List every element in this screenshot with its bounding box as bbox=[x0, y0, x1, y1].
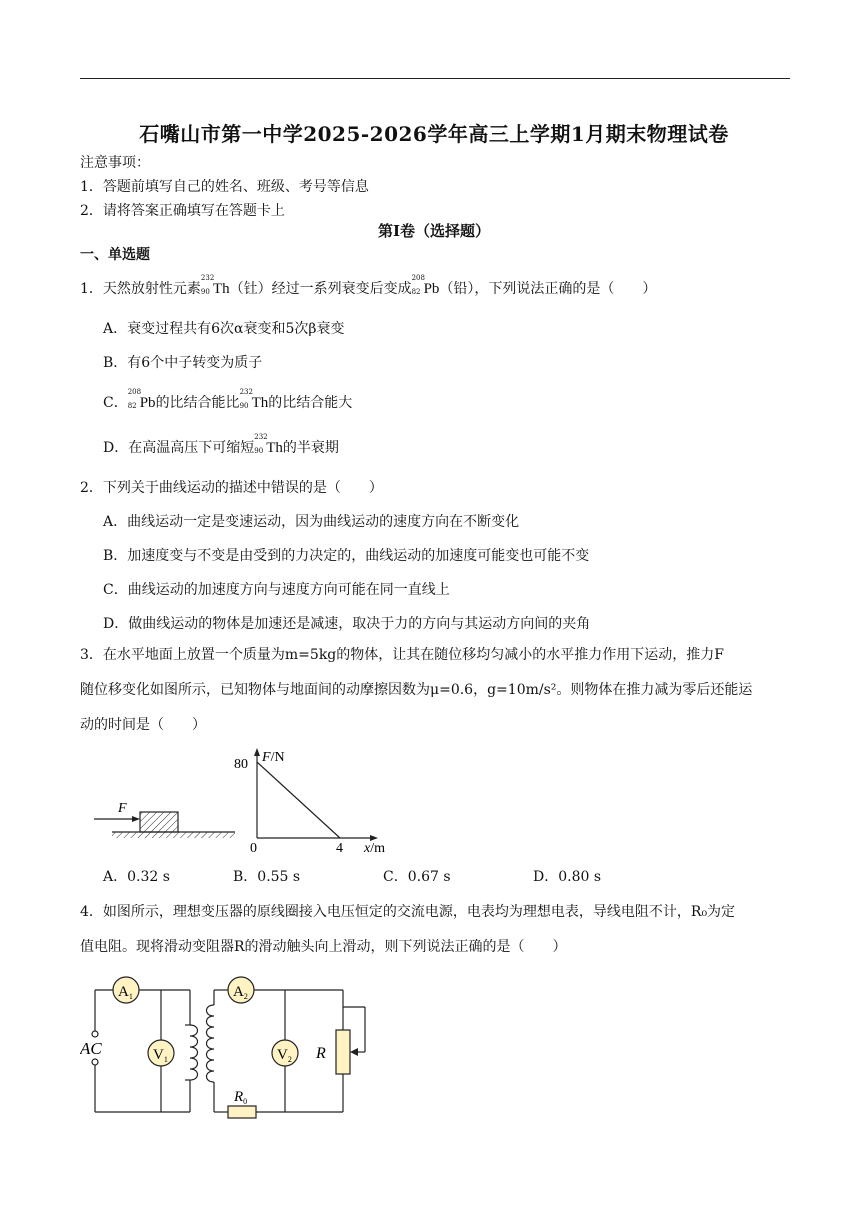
q2-option-d: D．做曲线运动的物体是加速还是减速，取决于力的方向与其运动方向间的夹角 bbox=[103, 616, 591, 632]
ac-terminal-top bbox=[92, 1031, 98, 1037]
isotope-th: 232 90 Th bbox=[200, 274, 230, 297]
q4-circuit bbox=[80, 970, 380, 1130]
q2-stem: 2．下列关于曲线运动的描述中错误的是（ ） bbox=[80, 480, 383, 496]
graph-origin: 0 bbox=[250, 841, 257, 856]
q4-stem-line-1: 4．如图所示，理想变压器的原线圈接入电压恒定的交流电源，电表均为理想电表，导线电阻不计，R₀为定 bbox=[80, 904, 736, 920]
q1-stem-mid: （钍）经过一系列衰变后变成 bbox=[229, 281, 412, 297]
force-displacement-line bbox=[257, 762, 340, 838]
force-arrow-head bbox=[132, 816, 140, 822]
graph-y-tick-80: 80 bbox=[234, 757, 248, 772]
graph-x-axis-label: x/m bbox=[364, 841, 385, 856]
ammeter-a2-label: $A_2$ bbox=[233, 984, 248, 1001]
q1-stem-post: （铅），下列说法正确的是（ ） bbox=[439, 281, 657, 297]
q1-stem bbox=[80, 274, 657, 298]
q3-stem-line-1: 3．在水平地面上放置一个质量为m=5kg的物体，让其在随位移均匀减小的水平推力作用下运动，推力F bbox=[80, 647, 724, 663]
graph-y-axis-label: F/N bbox=[262, 750, 285, 765]
q3-stem-line-2: 随位移变化如图所示，已知物体与地面间的动摩擦因数为μ=0.6，g=10m/s²。则物体在推力减为零后还能运 bbox=[80, 682, 753, 698]
ac-terminal-bottom bbox=[92, 1059, 98, 1065]
q3-option-b: B．0.55 s bbox=[233, 869, 301, 885]
isotope-pb: 208 82 Pb bbox=[411, 274, 440, 297]
q3-stem-line-3: 动的时间是（ ） bbox=[80, 717, 206, 733]
block bbox=[140, 812, 178, 832]
notice-item-2: 2．请将答案正确填写在答题卡上 bbox=[80, 203, 285, 219]
isotope-th: 232 90 Th bbox=[239, 388, 269, 411]
notice-heading: 注意事项： bbox=[80, 155, 150, 171]
rheostat-r-label: R bbox=[316, 1045, 326, 1062]
notice-item-1: 1．答题前填写自己的姓名、班级、考号等信息 bbox=[80, 179, 369, 195]
q4-stem bbox=[80, 895, 790, 965]
q2-option-a: A．曲线运动一定是变速运动，因为曲线运动的速度方向在不断变化 bbox=[103, 514, 520, 530]
q1-option-b: B．有6个中子转变为质子 bbox=[103, 355, 263, 371]
force-label: F bbox=[118, 801, 127, 816]
resistor-r0-label: $R_0$ bbox=[234, 1089, 248, 1106]
isotope-th: 232 90 Th bbox=[254, 433, 283, 456]
ammeter-a1-label: $A_1$ bbox=[118, 984, 133, 1001]
rheostat-slider bbox=[350, 1048, 358, 1056]
exam-title: 石嘴山市第一中学2025-2026学年高三上学期1月期末物理试卷 bbox=[139, 122, 729, 146]
q1-option-a: A．衰变过程共有6次α衰变和5次β衰变 bbox=[103, 321, 345, 337]
q1-stem-pre: 1．天然放射性元素 bbox=[80, 281, 201, 297]
voltmeter-v2-label: $V_2$ bbox=[277, 1047, 292, 1064]
resistor-r0 bbox=[228, 1106, 256, 1118]
voltmeter-v1-label: $V_1$ bbox=[153, 1047, 168, 1064]
q3-option-d: D．0.80 s bbox=[533, 869, 602, 885]
q3-option-a: A．0.32 s bbox=[103, 869, 170, 885]
q2-option-b: B．加速度变与不变是由受到的力决定的，曲线运动的加速度可能变也可能不变 bbox=[103, 548, 590, 564]
q3-option-c: C．0.67 s bbox=[383, 869, 451, 885]
header-rule bbox=[80, 78, 790, 79]
part-title: 第I卷（选择题） bbox=[377, 222, 491, 240]
graph-y-arrow bbox=[254, 748, 260, 756]
q1-option-d: D．在高温高压下可缩短 232 90 Th的半衰期 bbox=[103, 433, 339, 456]
ac-source-label: AC bbox=[80, 1039, 102, 1058]
q3-figure bbox=[80, 740, 400, 865]
q1-option-c: C． 208 82 Pb的比结合能比 232 90 Th的比结合能大 bbox=[103, 388, 353, 411]
q3-stem bbox=[80, 638, 790, 743]
ground-hatch bbox=[112, 832, 235, 838]
graph-x-tick-4: 4 bbox=[336, 841, 343, 856]
q2-option-c: C．曲线运动的加速度方向与速度方向可能在同一直线上 bbox=[103, 582, 450, 598]
rheostat-r bbox=[336, 1030, 350, 1074]
section-heading: 一、单选题 bbox=[80, 247, 150, 263]
q4-stem-line-2: 值电阻。现将滑动变阻器R的滑动触头向上滑动，则下列说法正确的是（ ） bbox=[80, 939, 567, 955]
isotope-pb: 208 82 Pb bbox=[127, 388, 156, 411]
